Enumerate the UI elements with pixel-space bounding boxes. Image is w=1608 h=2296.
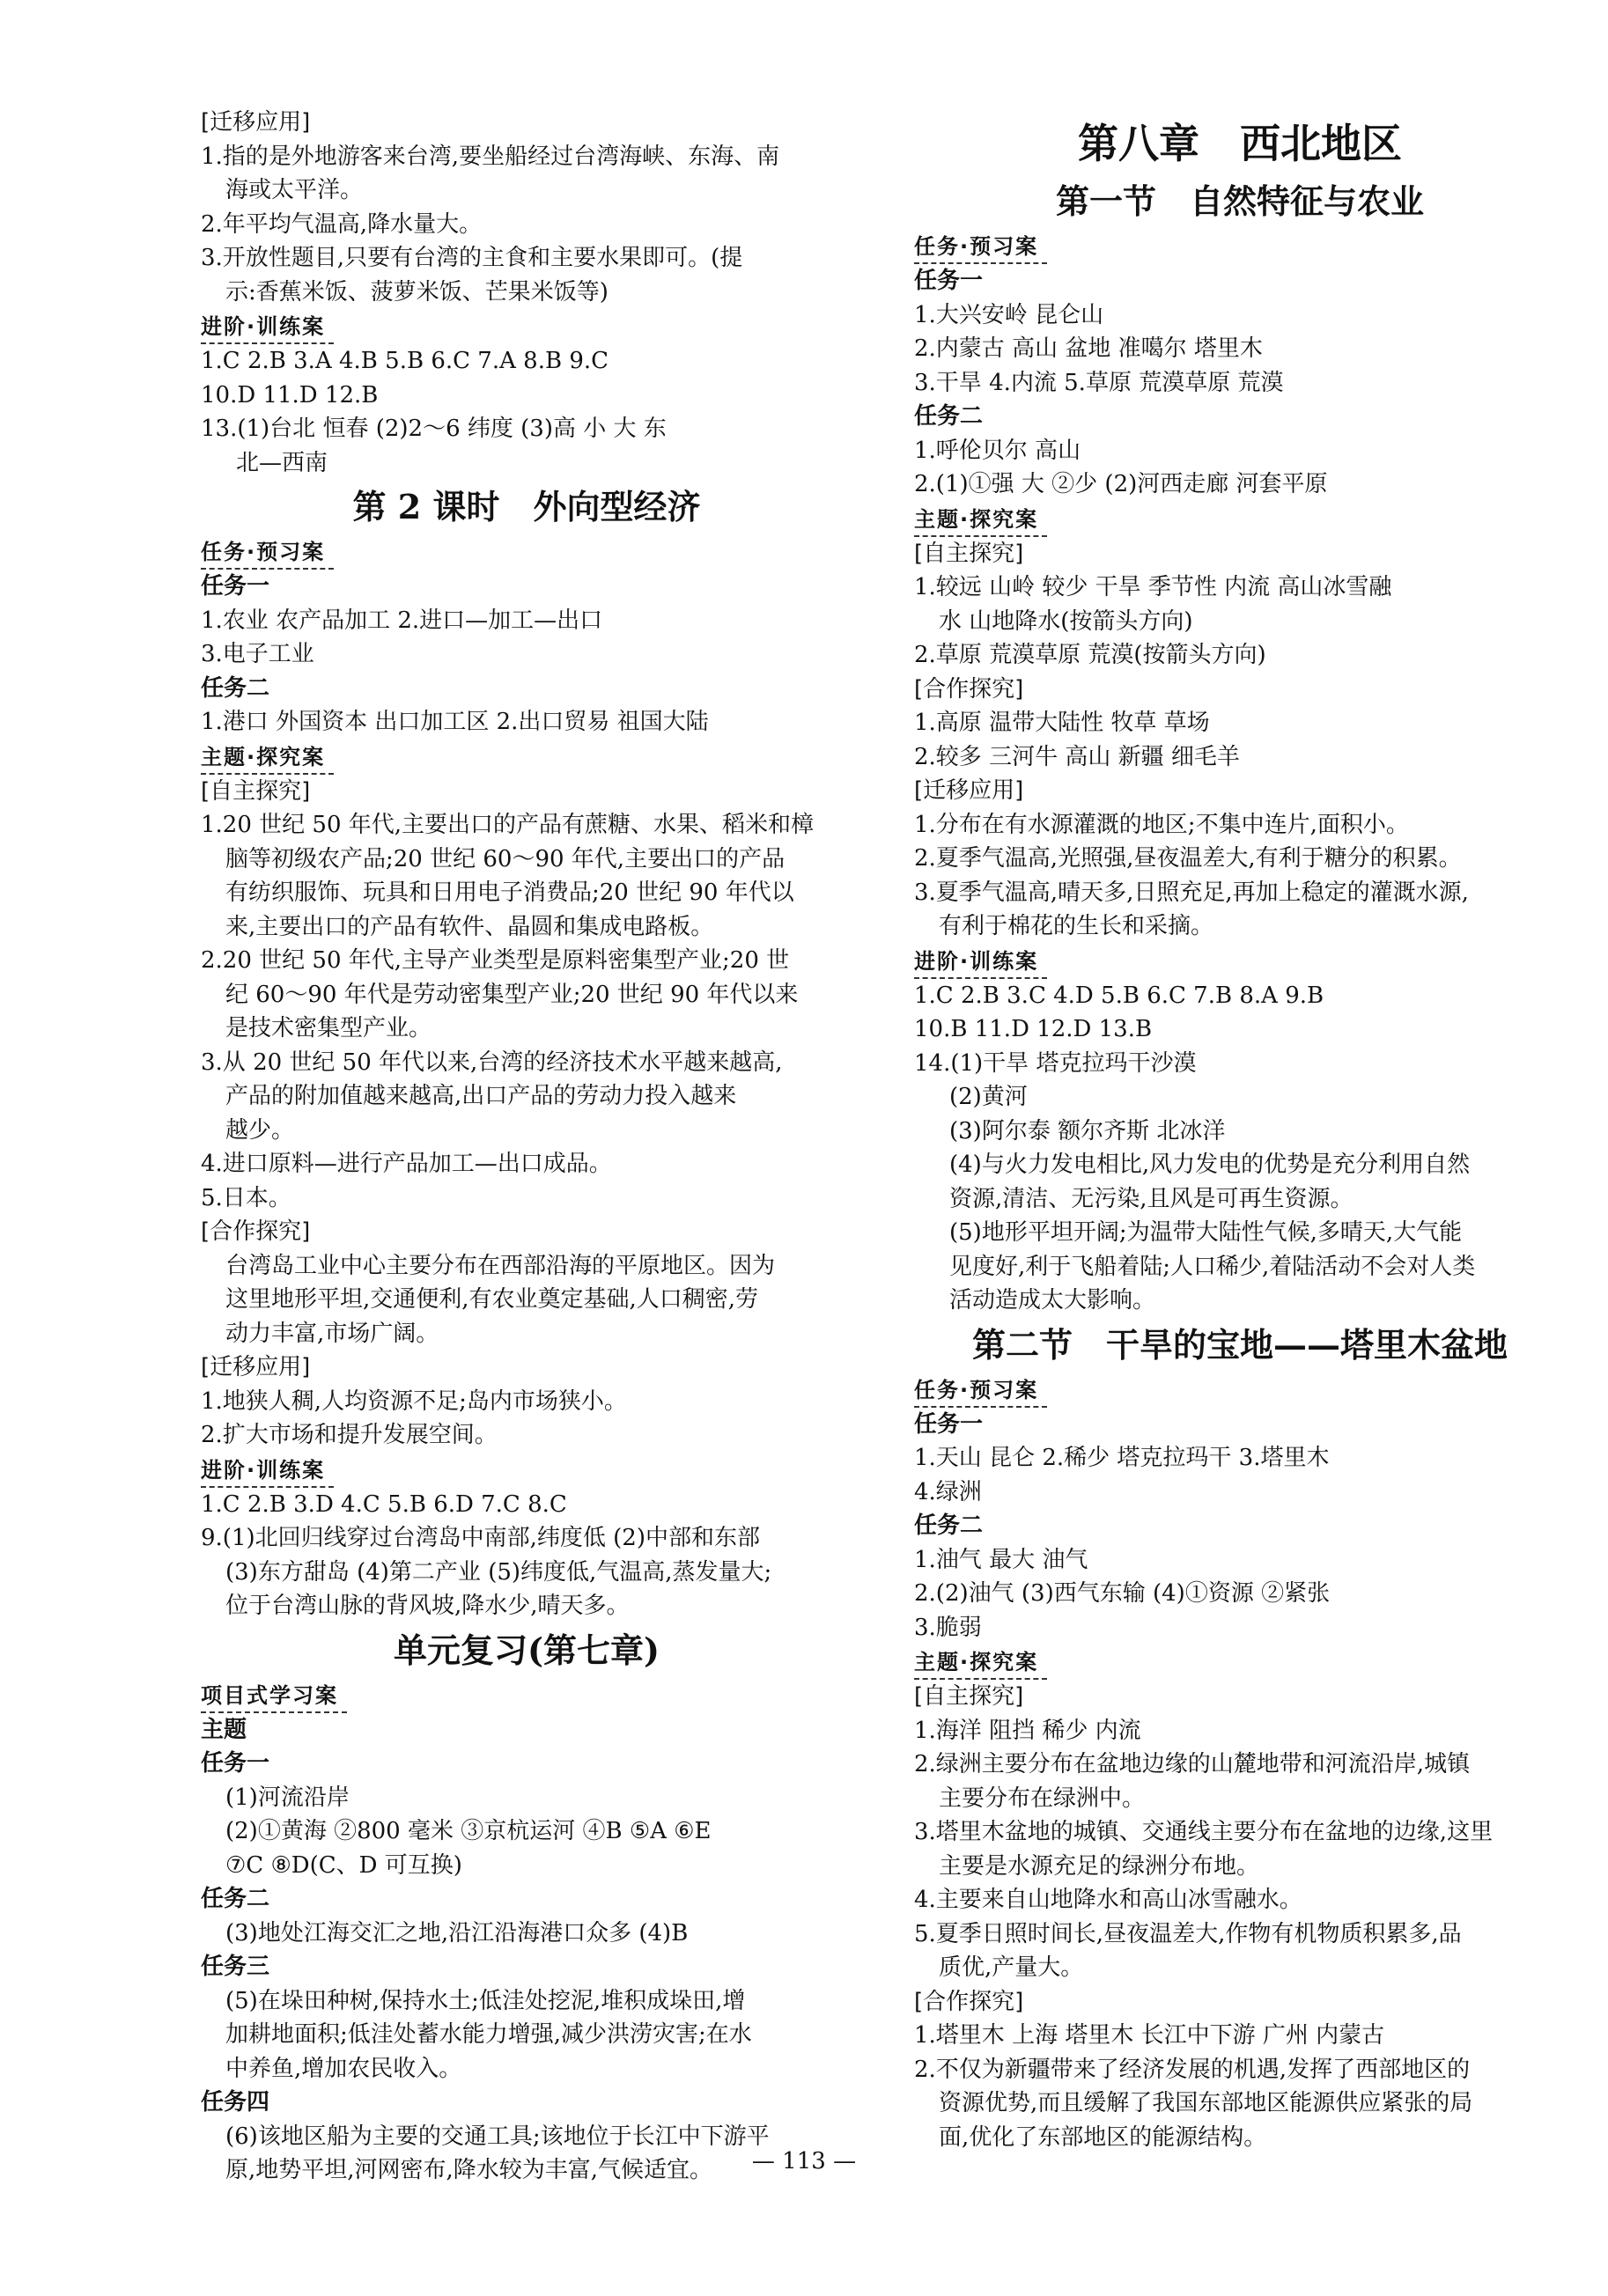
section-title: 第一节 自然特征与农业 <box>1055 181 1424 221</box>
task-heading: 任务一 <box>914 1410 984 1438</box>
answer-line: 1.塔里木 上海 塔里木 长江中下游 广州 内蒙古 <box>914 2022 1385 2049</box>
subsection-title: [迁移应用] <box>201 1354 311 1380</box>
answer-line: 4.主要来自山地降水和高山冰雪融水。 <box>914 1887 1302 1913</box>
answer-line: 3.夏季气温高,晴天多,日照充足,再加上稳定的灌溉水源, <box>914 879 1469 906</box>
section-label-row <box>914 1372 1566 1408</box>
answer-line: 活动造成太大影响。 <box>949 1287 1156 1314</box>
subsection-title: [自主探究] <box>201 777 311 805</box>
answer-line: 有利于棉花的生长和采摘。 <box>939 913 1214 939</box>
answer-line: (5)地形平坦开阔;为温带大陆性气候,多晴天,大气能 <box>949 1219 1463 1246</box>
answer-line: 3.从 20 世纪 50 年代以来,台湾的经济技术水平越来越高, <box>201 1049 783 1076</box>
answer-line: ⑦C ⑧D(C、D 可互换) <box>225 1851 462 1879</box>
answer-line: (6)该地区船为主要的交通工具;该地位于长江中下游平 <box>225 2123 770 2150</box>
answer-line: 北—西南 <box>236 449 328 476</box>
answer-line: 越少。 <box>225 1116 295 1144</box>
answer-line: 原,地势平坦,河网密布,降水较为丰富,气候适宜。 <box>225 2157 713 2183</box>
answer-line: 这里地形平坦,交通便利,有农业奠定基础,人口稠密,劳 <box>225 1286 759 1313</box>
answer-line: 1.分布在有水源灌溉的地区;不集中连片,面积小。 <box>914 811 1409 838</box>
task-heading: 任务二 <box>914 403 984 430</box>
answer-line: 2.草原 荒漠草原 荒漠(按箭头方向) <box>914 642 1266 668</box>
answer-line: 主要分布在绿洲中。 <box>939 1785 1146 1812</box>
section-label-row <box>201 1453 852 1488</box>
section-label-row <box>914 1645 1566 1680</box>
task-heading: 主题 <box>201 1716 247 1743</box>
answer-line: 3.塔里木盆地的城镇、交通线主要分布在盆地的边缘,这里 <box>914 1819 1494 1845</box>
section-label: 主题·探究案 <box>201 741 334 775</box>
answer-line: (3)东方甜岛 (4)第二产业 (5)纬度低,气温高,蒸发量大; <box>225 1558 772 1586</box>
subsection-title: [合作探究] <box>914 675 1024 703</box>
answer-line: 动力丰富,市场广阔。 <box>225 1320 439 1347</box>
answer-line: 2.较多 三河牛 高山 新疆 细毛羊 <box>914 743 1240 770</box>
answer-line: 9.(1)北回归线穿过台湾岛中南部,纬度低 (2)中部和东部 <box>201 1525 760 1551</box>
answer-line: 示:香蕉米饭、菠萝米饭、芒果米饭等) <box>225 278 609 305</box>
section-label: 项目式学习案 <box>201 1680 347 1713</box>
task-heading: 任务一 <box>914 268 984 294</box>
section-title: 单元复习(第七章) <box>394 1630 660 1670</box>
answer-line: 1.天山 昆仑 2.稀少 塔克拉玛干 3.塔里木 <box>914 1445 1330 1471</box>
answer-line: 1.地狭人稠,人均资源不足;岛内市场狭小。 <box>201 1387 627 1415</box>
section-label: 主题·探究案 <box>914 504 1047 537</box>
answer-line: 水 山地降水(按箭头方向) <box>939 607 1193 635</box>
answer-line: 2.不仅为新疆带来了经济发展的机遇,发挥了西部地区的 <box>914 2056 1471 2083</box>
answer-line: 1.指的是外地游客来台湾,要坐船经过台湾海峡、东海、南 <box>201 143 780 170</box>
subsection-title: [合作探究] <box>201 1218 311 1245</box>
answer-line: 面,优化了东部地区的能源结构。 <box>939 2123 1267 2151</box>
subsection-title: [自主探究] <box>914 540 1024 567</box>
answer-line: 有纺织服饰、玩具和日用电子消费品;20 世纪 90 年代以 <box>225 879 794 906</box>
task-heading: 任务三 <box>201 1954 270 1980</box>
answer-line: 来,主要出口的产品有软件、晶圆和集成电路板。 <box>225 913 714 940</box>
answer-line: 14.(1)干旱 塔克拉玛干沙漠 <box>914 1049 1197 1077</box>
answer-line: 位于台湾山脉的背风坡,降水少,晴天多。 <box>225 1593 630 1619</box>
section-label-row <box>201 534 852 570</box>
answer-line: 2.20 世纪 50 年代,主导产业类型是原料密集型产业;20 世 <box>201 947 790 974</box>
answer-line: 4.进口原料—进行产品加工—出口成品。 <box>201 1151 612 1177</box>
section-label: 任务·预习案 <box>914 231 1047 264</box>
section-title: 第二节 干旱的宝地——塔里木盆地 <box>971 1324 1508 1365</box>
section-label-row <box>201 740 852 775</box>
answer-line: (2)黄河 <box>949 1084 1028 1110</box>
task-heading: 任务二 <box>201 1886 270 1912</box>
answer-line: (5)在垛田种树,保持水土;低洼处挖泥,堆积成垛田,增 <box>225 1987 746 2014</box>
page-number: — 113 — <box>751 2148 857 2175</box>
answer-line: 见度好,利于飞船着陆;人口稀少,着陆活动不会对人类 <box>949 1253 1476 1280</box>
answer-line: 2.年平均气温高,降水量大。 <box>201 210 483 238</box>
section-label-row <box>914 944 1566 979</box>
answer-line: 1.C 2.B 3.C 4.D 5.B 6.C 7.B 8.A 9.B <box>914 982 1324 1009</box>
section-label: 任务·预习案 <box>201 536 334 570</box>
answer-line: 2.夏季气温高,光照强,昼夜温差大,有利于糖分的积累。 <box>914 845 1462 872</box>
answer-line: 资源,清洁、无污染,且风是可再生资源。 <box>949 1185 1354 1212</box>
answer-line: 2.扩大市场和提升发展空间。 <box>201 1422 498 1448</box>
subsection-title: [迁移应用] <box>914 777 1024 804</box>
section-label: 任务·预习案 <box>914 1374 1047 1408</box>
section-label-row <box>201 1678 852 1713</box>
answer-line: 13.(1)台北 恒春 (2)2～6 纬度 (3)高 小 大 东 <box>201 416 667 442</box>
answer-line: 3.电子工业 <box>201 641 314 667</box>
answer-line: 1.较远 山岭 较少 干旱 季节性 内流 高山冰雪融 <box>914 574 1392 600</box>
subsection-title: [自主探究] <box>914 1683 1024 1710</box>
answer-line: 3.干旱 4.内流 5.草原 荒漠草原 荒漠 <box>914 369 1284 396</box>
answer-line: 4.绿洲 <box>914 1478 982 1505</box>
answer-line: 主要是水源充足的绿洲分布地。 <box>939 1852 1260 1880</box>
answer-line: (2)①黄海 ②800 毫米 ③京杭运河 ④B ⑤A ⑥E <box>225 1818 712 1844</box>
answer-line: 纪 60～90 年代是劳动密集型产业;20 世纪 90 年代以来 <box>225 981 799 1008</box>
right-column <box>914 106 1566 2154</box>
section-label: 进阶·训练案 <box>914 946 1047 979</box>
answer-line: 5.日本。 <box>201 1184 291 1211</box>
answer-line: 2.内蒙古 高山 盆地 准噶尔 塔里木 <box>914 335 1263 362</box>
section-label-row <box>914 229 1566 264</box>
answer-line: 1.20 世纪 50 年代,主要出口的产品有蔗糖、水果、稻米和樟 <box>201 812 815 838</box>
answer-line: 2.绿洲主要分布在盆地边缘的山麓地带和河流沿岸,城镇 <box>914 1751 1471 1777</box>
answer-line: 10.D 11.D 12.B <box>201 381 379 408</box>
answer-line: 1.海洋 阻挡 稀少 内流 <box>914 1717 1141 1744</box>
answer-line: 质优,产量大。 <box>939 1954 1084 1981</box>
task-heading: 任务一 <box>201 1750 270 1777</box>
answer-line: 3.开放性题目,只要有台湾的主食和主要水果即可。(提 <box>201 245 743 271</box>
answer-line: 是技术密集型产业。 <box>225 1015 432 1041</box>
answer-line: (1)河流沿岸 <box>225 1784 350 1811</box>
task-heading: 任务四 <box>201 2089 270 2116</box>
answer-line: 1.高原 温带大陆性 牧草 草场 <box>914 710 1210 736</box>
subsection-title: [合作探究] <box>914 1988 1024 2015</box>
answer-line: (3)阿尔泰 额尔齐斯 北冰洋 <box>949 1117 1226 1144</box>
chapter-title: 第八章 西北地区 <box>1078 120 1402 167</box>
answer-line: 1.农业 农产品加工 2.进口—加工—出口 <box>201 607 603 634</box>
subsection-title: [迁移应用] <box>201 109 311 136</box>
answer-line: 2.(1)①强 大 ②少 (2)河西走廊 河套平原 <box>914 471 1328 497</box>
section-label-row <box>914 502 1566 537</box>
left-column <box>201 106 852 2188</box>
answer-line: (4)与火力发电相比,风力发电的优势是充分利用自然 <box>949 1152 1471 1178</box>
answer-line: 加耕地面积;低洼处蓄水能力增强,减少洪涝灾害;在水 <box>225 2021 752 2048</box>
section-label-row <box>201 309 852 344</box>
answer-line: 台湾岛工业中心主要分布在西部沿海的平原地区。因为 <box>225 1252 776 1279</box>
task-heading: 任务一 <box>201 573 270 600</box>
answer-line: 10.B 11.D 12.D 13.B <box>914 1016 1153 1042</box>
section-label: 主题·探究案 <box>914 1646 1047 1680</box>
answer-line: 中养鱼,增加农民收入。 <box>225 2055 462 2082</box>
answer-line: 1.港口 外国资本 出口加工区 2.出口贸易 祖国大陆 <box>201 709 709 735</box>
answer-line: 5.夏季日照时间长,昼夜温差大,作物有机物质积累多,品 <box>914 1920 1462 1947</box>
answer-line: 产品的附加值越来越高,出口产品的劳动力投入越来 <box>225 1083 737 1109</box>
section-title: 第 2 课时 外向型经济 <box>352 487 701 526</box>
task-heading: 任务二 <box>914 1512 984 1539</box>
task-heading: 任务二 <box>201 674 270 702</box>
answer-line: 1.油气 最大 油气 <box>914 1546 1088 1573</box>
section-label: 进阶·训练案 <box>201 1454 334 1488</box>
answer-line: 海或太平洋。 <box>225 177 364 203</box>
answer-line: 资源优势,而且缓解了我国东部地区能源供应紧张的局 <box>939 2090 1473 2116</box>
answer-line: (3)地处江海交汇之地,沿江沿海港口众多 (4)B <box>225 1919 689 1946</box>
answer-line: 脑等初级农产品;20 世纪 60～90 年代,主要出口的产品 <box>225 845 786 872</box>
answer-line: 3.脆弱 <box>914 1614 982 1641</box>
answer-line: 2.(2)油气 (3)西气东输 (4)①资源 ②紧张 <box>914 1580 1331 1607</box>
answer-line: 1.C 2.B 3.D 4.C 5.B 6.D 7.C 8.C <box>201 1490 567 1518</box>
answer-line: 1.呼伦贝尔 高山 <box>914 437 1081 464</box>
section-label: 进阶·训练案 <box>201 311 334 344</box>
answer-line: 1.大兴安岭 昆仑山 <box>914 301 1104 328</box>
answer-line: 1.C 2.B 3.A 4.B 5.B 6.C 7.A 8.B 9.C <box>201 348 609 374</box>
